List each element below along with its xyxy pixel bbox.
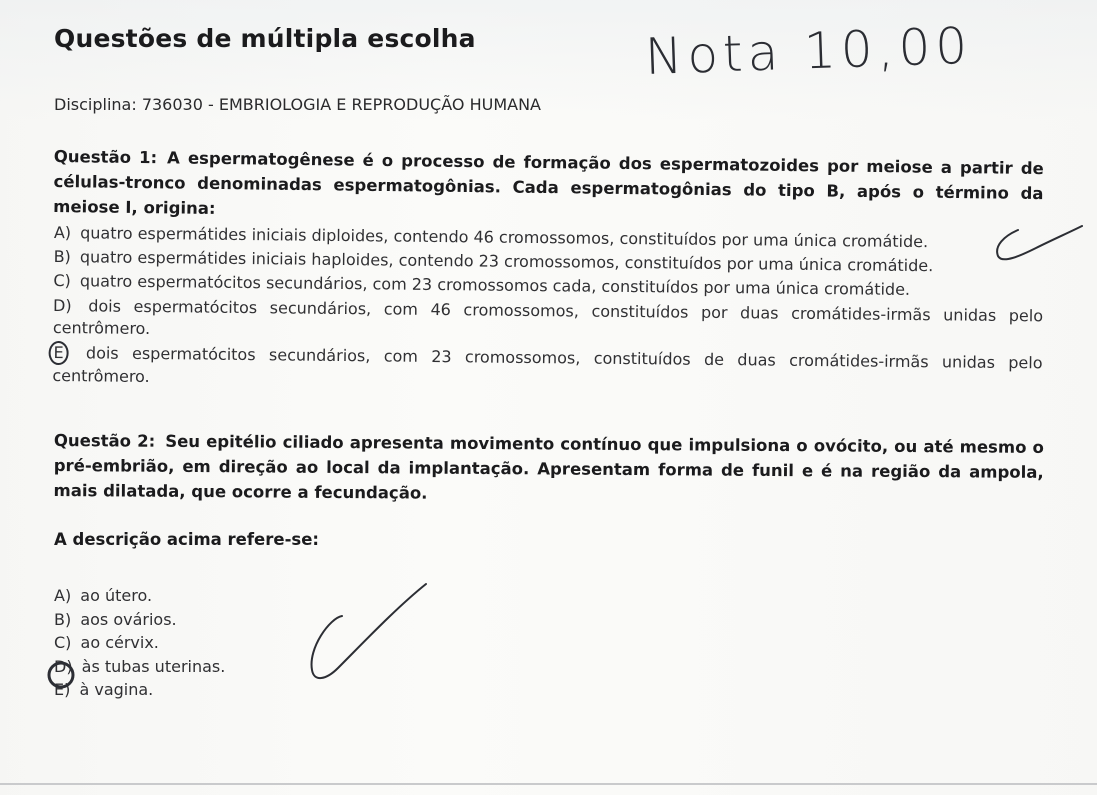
question-2-text xyxy=(53,428,1043,510)
q2-option-b-text: aos ovários. xyxy=(80,609,177,629)
q1-option-c-text: quatro espermatócitos secundários, com 23 cromossomos cada, constituídos por uma única cromátide. xyxy=(79,271,911,299)
q2-option-c-letter: C) xyxy=(54,633,72,652)
q1-option-e-letter-circled: E xyxy=(48,341,68,365)
q1-option-e-text: dois espermatócitos secundários, com 23 cromossomos, constituídos de duas cromátides-irmãs unidas pelo centrômero. xyxy=(52,343,1043,387)
question-2-options xyxy=(54,584,1044,702)
question-1-options xyxy=(52,221,1044,397)
q2-option-b-letter: B) xyxy=(54,609,72,629)
q2-option-e-letter: E) xyxy=(54,680,71,699)
q2-option-a[interactable] xyxy=(54,584,1044,608)
q1-option-a-letter: A) xyxy=(53,222,72,243)
q2-option-d-text: às tubas uterinas. xyxy=(81,656,226,676)
q2-option-b[interactable] xyxy=(54,608,1044,632)
q1-option-d-text: dois espermatócitos secundários, com 46 cromossomos, constituídos por duas cromátides-irmãs unidas pelo centrômero. xyxy=(52,296,1044,339)
q1-option-d[interactable] xyxy=(53,295,1043,349)
q1-option-a-text: quatro espermátides iniciais diploides, contendo 46 cromossomos, constituídos por uma única cromátide. xyxy=(80,223,929,252)
q1-option-b-text: quatro espermátides iniciais haploides, contendo 23 cromossomos, constituídos por uma única cromátide. xyxy=(79,247,934,276)
question-1-label: Questão 1: xyxy=(53,146,158,168)
question-2-prompt: A descrição acima refere-se: xyxy=(54,530,320,549)
discipline-line: Disciplina: 736030 - EMBRIOLOGIA E REPRODUÇÃO HUMANA xyxy=(54,95,541,114)
q2-option-e-text: à vagina. xyxy=(79,680,154,699)
bottom-divider xyxy=(0,783,1097,785)
q1-option-b-letter: B) xyxy=(53,246,71,267)
q1-option-c-letter: C) xyxy=(53,270,71,291)
handwritten-grade: Nota 10,00 xyxy=(643,16,974,86)
q1-option-e[interactable] xyxy=(52,341,1042,397)
q2-option-c-text: ao cérvix. xyxy=(80,633,159,652)
question-2-body: Seu epitélio ciliado apresenta movimento contínuo que impulsiona o ovócito, ou até mesmo o pré-embrião, em direção ao local da implantação. Apresentam forma de funil e é na região da ampola, mais dilatada, que ocorre a fecundação. xyxy=(53,431,1044,503)
q2-option-c[interactable] xyxy=(54,631,1044,655)
page-title: Questões de múltipla escolha xyxy=(54,24,476,53)
question-2-label: Questão 2: xyxy=(53,430,156,451)
q2-option-d-letter: D) xyxy=(54,656,73,676)
question-1-text xyxy=(53,144,1044,231)
q2-option-e[interactable] xyxy=(54,678,1044,702)
q2-option-a-letter: A) xyxy=(54,586,72,605)
q2-option-d[interactable] xyxy=(54,655,1044,679)
q2-option-a-text: ao útero. xyxy=(80,586,153,605)
question-1-body: A espermatogênese é o processo de formação dos espermatozoides por meiose a partir de células-tronco denominadas espermatogônias. Cada espermatogônias do tipo B, após o término da meiose I, origina: xyxy=(53,148,1044,218)
q1-option-d-letter: D) xyxy=(53,295,72,316)
